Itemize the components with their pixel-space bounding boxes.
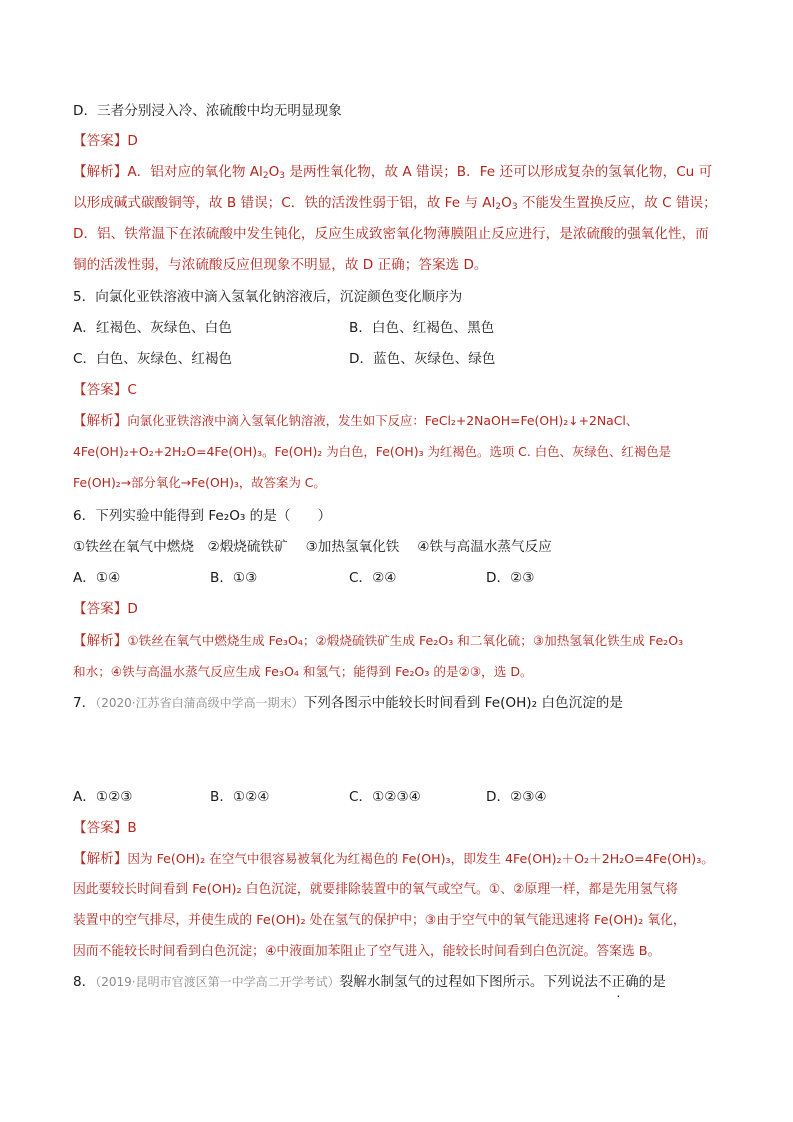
q7-option-c: C．①②③④ bbox=[349, 789, 421, 805]
q5-option-a: A．红褐色、灰绿色、白色 bbox=[73, 320, 232, 336]
q4-answer bbox=[73, 131, 138, 151]
question-text: 裂解水制氢气的过程如下图所示。下列说法不 bbox=[339, 974, 612, 990]
explanation-label: 【解析】 bbox=[73, 851, 128, 867]
question-number: 7． bbox=[73, 695, 96, 711]
q4-explanation-line-3: D．铝、铁常温下在浓硫酸中发生钝化，反应生成致密氧化物薄膜阻止反应进行，是浓硫酸的强氧化性，而 bbox=[73, 226, 709, 242]
answer-label: 【答案】 bbox=[73, 382, 128, 398]
question-text: 下列各图示中能较长时间看到 Fe(OH)₂ 白色沉淀的是 bbox=[303, 695, 623, 711]
answer-value: D bbox=[127, 133, 138, 149]
q4-option-d: D．三者分别浸入冷、浓硫酸中均无明显现象 bbox=[73, 103, 342, 119]
q7-option-d: D．②③④ bbox=[486, 789, 547, 805]
q5-explanation-line-3: Fe(OH)₂→部分氧化→Fe(OH)₃，故答案为 C。 bbox=[73, 475, 326, 490]
question-source: （2020·江苏省白蒲高级中学高一期末） bbox=[95, 696, 304, 710]
q5-explanation-line-2: 4Fe(OH)₂+O₂+2H₂O=4Fe(OH)₃。Fe(OH)₂ 为白色，Fe(OH)₃ 为红褐色。选项 C. 白色、灰绿色、红褐色是 bbox=[73, 444, 671, 459]
q4-explanation-line-2: 以形成碱式碳酸铜等，故 B 错误；C．铁的活泼性弱于铝，故 Fe 与 $Al_2O_3$ 不能发生置换反应，故 C 错误； bbox=[73, 195, 717, 212]
q6-option-d: D．②③ bbox=[486, 570, 535, 586]
q7-option-b: B．①②④ bbox=[210, 789, 270, 805]
q7-explanation-line-2: 因此要较长时间看到 Fe(OH)₂ 白色沉淀，就要排除装置中的氧气或空气。①、②原理一样，都是先用氢气将 bbox=[73, 882, 679, 897]
q5-explanation-line-1: 【解析】向氯化亚铁溶液中滴入氢氧化钠溶液，发生如下反应：FeCl₂+2NaOH=Fe(OH)₂↓+2NaCl、 bbox=[73, 413, 639, 429]
emphasis-dot-char: 正 bbox=[611, 974, 626, 990]
answer-value: C bbox=[127, 382, 137, 398]
q8-stem: 8．（2019·昆明市官渡区第一中学高二开学考试）裂解水制氢气的过程如下图所示。下列说法不正确的是 bbox=[73, 974, 666, 990]
q4-explanation-line-4: 铜的活泼性弱，与浓硫酸反应但现象不明显，故 D 正确；答案选 D。 bbox=[73, 257, 488, 273]
answer-label: 【答案】 bbox=[73, 601, 128, 617]
q4-explanation-line-1: 【解析】A．铝对应的氧化物 $Al_2O_3$ 是两性氧化物，故 A 错误；B．Fe 还可以形成复杂的氢氧化物，Cu 可 bbox=[73, 164, 713, 181]
q6-stem: 6．下列实验中能得到 Fe₂O₃ 的是（ ） bbox=[73, 508, 332, 524]
answer-label: 【答案】 bbox=[73, 133, 128, 149]
q5-stem: 5．向氯化亚铁溶液中滴入氢氧化钠溶液后，沉淀颜色变化顺序为 bbox=[73, 289, 463, 305]
explanation-label: 【解析】 bbox=[73, 633, 128, 649]
question-source: （2019·昆明市官渡区第一中学高二开学考试） bbox=[95, 975, 340, 989]
answer-value: B bbox=[127, 820, 137, 836]
explanation-label: 【解析】 bbox=[73, 164, 128, 180]
q6-answer bbox=[73, 599, 138, 619]
q7-stem bbox=[73, 693, 623, 713]
q5-answer bbox=[73, 380, 137, 400]
q6-option-c: C．②④ bbox=[349, 570, 397, 586]
answer-label: 【答案】 bbox=[73, 820, 128, 836]
question-number: 8． bbox=[73, 974, 96, 990]
q7-answer bbox=[73, 818, 137, 838]
q6-items: ①铁丝在氧气中燃烧 ②煅烧硫铁矿 ③加热氢氧化铁 ④铁与高温水蒸气反应 bbox=[73, 539, 552, 555]
q7-explanation-line-4: 因而不能较长时间看到白色沉淀；④中液面加苯阻止了空气进入，能较长时间看到白色沉淀。答案选 B。 bbox=[73, 944, 661, 959]
q5-option-c: C．白色、灰绿色、红褐色 bbox=[73, 351, 233, 367]
q5-option-b: B．白色、红褐色、黑色 bbox=[349, 320, 495, 336]
q6-option-b: B．①③ bbox=[210, 570, 258, 586]
q6-explanation-line-1: 【解析】①铁丝在氧气中燃烧生成 Fe₃O₄；②煅烧硫铁矿生成 Fe₂O₃ 和二氧化硫；③加热氢氧化铁生成 Fe₂O₃ bbox=[73, 633, 684, 649]
q7-explanation-line-3: 装置中的空气排尽，并使生成的 Fe(OH)₂ 处在氢气的保护中；③由于空气中的氧气能迅速将 Fe(OH)₂ 氧化， bbox=[73, 913, 686, 928]
q7-explanation-line-1: 【解析】因为 Fe(OH)₂ 在空气中很容易被氧化为红褐色的 Fe(OH)₃，即发生 4Fe(OH)₂＋O₂＋2H₂O=4Fe(OH)₃。 bbox=[73, 851, 714, 867]
q6-option-a: A．①④ bbox=[73, 570, 121, 586]
q7-option-a: A．①②③ bbox=[73, 789, 133, 805]
answer-value: D bbox=[127, 601, 138, 617]
explanation-label: 【解析】 bbox=[73, 413, 128, 429]
q6-explanation-line-2: 和水；④铁与高温水蒸气反应生成 Fe₃O₄ 和氢气；能得到 Fe₂O₃ 的是②③，选 D。 bbox=[73, 664, 533, 679]
q5-option-d: D．蓝色、灰绿色、绿色 bbox=[349, 351, 496, 367]
